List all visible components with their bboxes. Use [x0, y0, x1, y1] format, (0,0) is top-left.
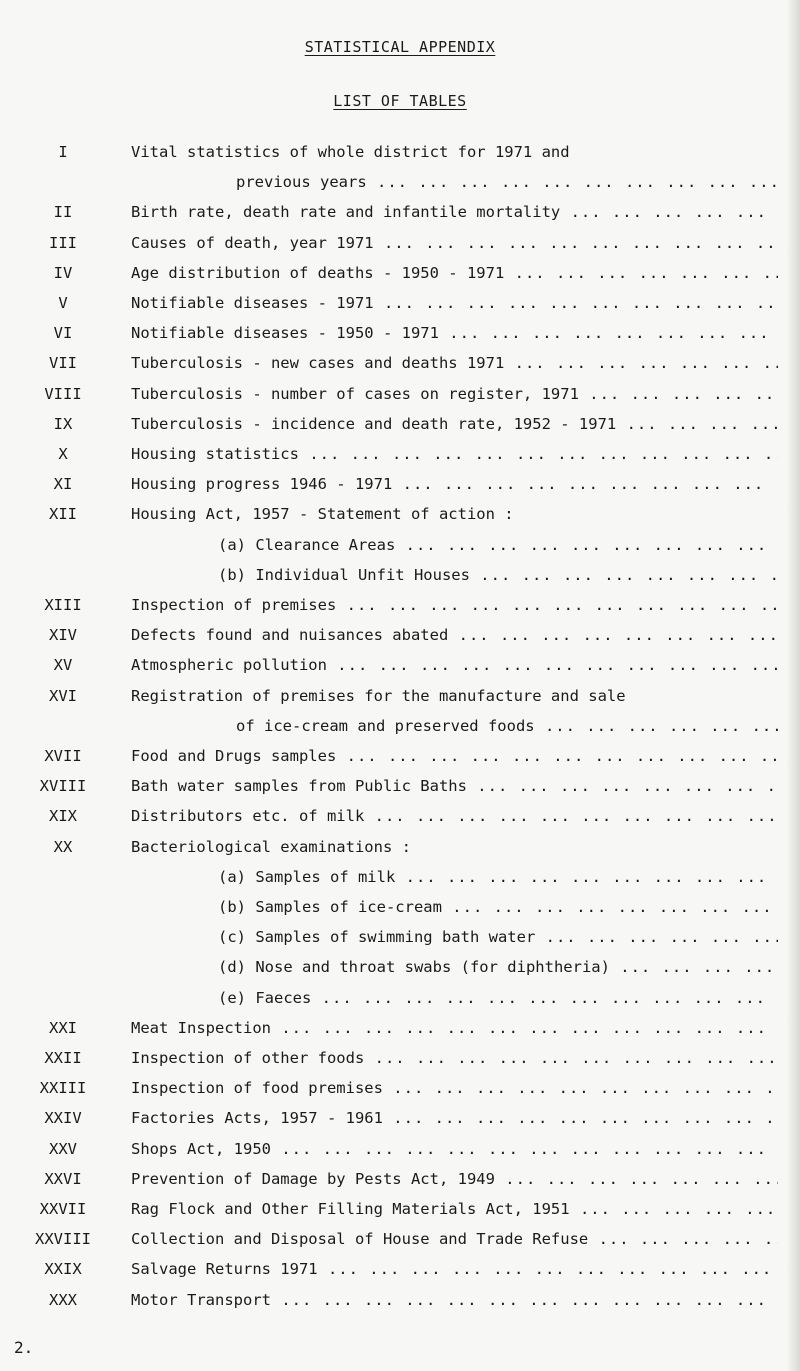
table-title: Shops Act, 1950 ... .	[131, 1137, 778, 1161]
table-title: Registration of premises for the manufacture and sale	[131, 686, 626, 705]
table-list-item	[0, 1076, 800, 1100]
table-title: Inspection of other foods ... .	[131, 1046, 778, 1070]
table-title: Housing progress 1946 - 1971 ... .	[131, 472, 778, 496]
table-number: XXVI	[44, 1169, 82, 1188]
table-list-item	[0, 653, 800, 677]
table-number: XXV	[49, 1139, 77, 1158]
table-title: Housing statistics ... .	[131, 442, 778, 466]
table-list-item	[0, 835, 800, 859]
table-number: XXI	[49, 1018, 77, 1037]
table-list-item	[0, 200, 800, 224]
table-list-item-continuation	[0, 170, 800, 194]
table-list-item	[0, 261, 800, 285]
table-list-item	[0, 1197, 800, 1221]
table-title: Vital statistics of whole district for 1971 and	[131, 143, 570, 161]
table-title: Meat Inspection ... .	[131, 1016, 778, 1040]
table-number: XXII	[44, 1049, 82, 1067]
table-number: XXIII	[39, 1079, 87, 1098]
table-list-item	[0, 1046, 800, 1070]
table-title: (a) Clearance Areas ... .	[218, 533, 778, 557]
table-list-item	[0, 321, 800, 345]
table-number: VII	[49, 354, 77, 373]
table-list-item	[0, 1288, 800, 1312]
page-number: 2.	[14, 1338, 34, 1357]
table-number: II	[53, 203, 73, 222]
table-number: XX	[53, 837, 73, 856]
table-title: (d) Nose and throat swabs (for diphtheria) ... .	[218, 955, 778, 979]
table-title: Notifiable diseases - 1971 ... .	[131, 291, 778, 315]
table-title: (b) Samples of ice-cream ... .	[218, 895, 778, 919]
table-title: Housing Act, 1957 - Statement of action :	[131, 505, 514, 524]
table-list-subitem	[0, 563, 800, 587]
table-title: Inspection of premises ... .	[131, 593, 778, 617]
table-number: V	[58, 294, 68, 312]
table-list-item	[0, 351, 800, 375]
table-number: XXVII	[39, 1200, 87, 1218]
table-title: Salvage Returns 1971 ... .	[131, 1257, 778, 1281]
table-title: Bath water samples from Public Baths ... .	[131, 774, 778, 798]
table-list-item	[0, 412, 800, 436]
table-list-item	[0, 291, 800, 315]
table-list-item	[0, 623, 800, 647]
table-title: Food and Drugs samples ... .	[131, 744, 778, 768]
table-number: VI	[53, 324, 73, 343]
table-list-item	[0, 774, 800, 798]
table-list-item	[0, 1167, 800, 1191]
table-list-item	[0, 1227, 800, 1251]
list-title: LIST OF TABLES	[333, 92, 467, 110]
table-number: XXVIII	[35, 1230, 91, 1249]
table-number: XVIII	[39, 777, 87, 796]
table-list-subitem	[0, 533, 800, 557]
table-list-subitem	[0, 895, 800, 919]
table-number: XIII	[44, 596, 82, 614]
table-list-subitem	[0, 925, 800, 949]
table-title: (b) Individual Unfit Houses ... .	[218, 563, 778, 587]
table-list-subitem	[0, 955, 800, 979]
table-list-item	[0, 140, 800, 164]
table-number: IV	[53, 263, 73, 282]
table-title: Defects found and nuisances abated ... .	[131, 623, 778, 647]
table-number: I	[58, 143, 68, 161]
table-title: Bacteriological examinations :	[131, 837, 411, 856]
table-list-subitem	[0, 865, 800, 889]
table-number: XV	[53, 656, 73, 675]
table-list-subitem	[0, 986, 800, 1010]
table-list-item	[0, 442, 800, 466]
table-number: XXIX	[44, 1260, 82, 1279]
table-number: X	[58, 445, 68, 463]
table-list-item	[0, 1106, 800, 1130]
table-title: Notifiable diseases - 1950 - 1971 ... .	[131, 321, 778, 345]
table-list-item	[0, 593, 800, 617]
table-list-item-continuation	[0, 714, 800, 738]
table-title: Age distribution of deaths - 1950 - 1971 ... .	[131, 261, 778, 285]
table-number: VIII	[44, 384, 82, 403]
table-number: III	[49, 233, 77, 252]
table-number: XVI	[49, 686, 77, 705]
table-number: XI	[53, 475, 73, 494]
table-title: (c) Samples of swimming bath water ... .	[218, 925, 778, 949]
table-title: Collection and Disposal of House and Trade Refuse ... .	[131, 1227, 778, 1251]
table-title: Tuberculosis - incidence and death rate, 1952 - 1971 ... .	[131, 412, 778, 436]
table-title: previous years ... .	[236, 170, 778, 194]
table-title: Birth rate, death rate and infantile mortality ... .	[131, 200, 778, 224]
table-title: Atmospheric pollution ... .	[131, 653, 778, 677]
table-title: Causes of death, year 1971 ... .	[131, 231, 778, 255]
table-number: XIV	[49, 626, 77, 645]
table-title: (a) Samples of milk ... .	[218, 865, 778, 889]
table-title: Motor Transport ... .	[131, 1288, 778, 1312]
table-list-item	[0, 804, 800, 828]
table-list-item	[0, 382, 800, 406]
table-title: (e) Faeces ... .	[218, 986, 778, 1010]
table-list-item	[0, 1016, 800, 1040]
table-list-item	[0, 684, 800, 708]
table-number: IX	[53, 414, 73, 433]
table-number: XIX	[49, 807, 77, 826]
table-list-item	[0, 502, 800, 526]
table-number: XII	[49, 505, 77, 524]
table-title: Tuberculosis - new cases and deaths 1971 ... .	[131, 351, 778, 375]
table-list-item	[0, 744, 800, 768]
table-title: Inspection of food premises ... .	[131, 1076, 778, 1100]
table-number: XVII	[44, 747, 82, 765]
table-title: Tuberculosis - number of cases on register, 1971 ... .	[131, 382, 778, 406]
table-list-item	[0, 472, 800, 496]
table-title: of ice-cream and preserved foods ... .	[236, 714, 778, 738]
table-list-item	[0, 1137, 800, 1161]
table-list-item	[0, 231, 800, 255]
table-title: Distributors etc. of milk ... .	[131, 804, 778, 828]
table-list-item	[0, 1257, 800, 1281]
table-title: Rag Flock and Other Filling Materials Act, 1951 ... .	[131, 1197, 778, 1221]
table-title: Prevention of Damage by Pests Act, 1949 ... .	[131, 1167, 778, 1191]
table-number: XXX	[49, 1290, 77, 1309]
table-title: Factories Acts, 1957 - 1961 ... .	[131, 1106, 778, 1130]
table-number: XXIV	[44, 1109, 82, 1128]
appendix-title: STATISTICAL APPENDIX	[304, 38, 496, 56]
